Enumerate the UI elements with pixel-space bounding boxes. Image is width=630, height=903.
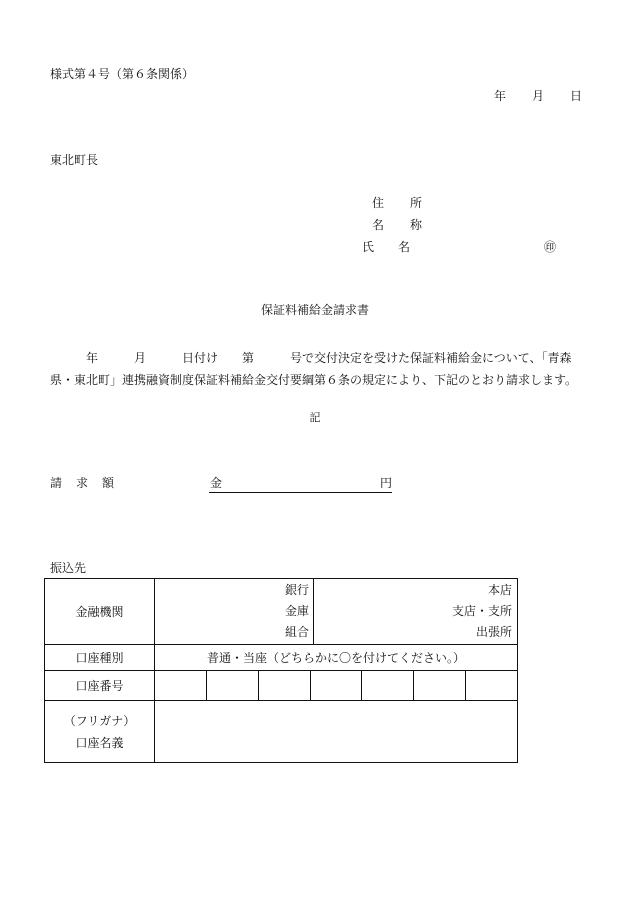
applicant-name-label: 氏名 — [362, 240, 410, 254]
institution-type-kumiai: 組合 — [285, 625, 310, 639]
seal-mark: ㊞ — [544, 240, 557, 254]
body-line-2: 県・東北町」連携融資制度保証料補給金交付要綱第６条の規定により、下記のとおり請求します。 — [50, 373, 578, 387]
claim-kin: 金 — [210, 476, 223, 490]
applicant-address-label: 住所 — [372, 196, 422, 210]
institution-label: 金融機関 — [45, 579, 155, 645]
claim-amount-field[interactable] — [209, 476, 392, 493]
claim-yen: 円 — [379, 476, 392, 490]
ki-notation: 記 — [309, 411, 321, 424]
account-number-label: 口座番号 — [45, 671, 155, 701]
form-number-label: 様式第４号（第６条関係） — [50, 67, 195, 81]
account-digit-cell[interactable] — [362, 671, 414, 701]
date-line — [494, 89, 582, 103]
addressee: 東北町長 — [50, 153, 99, 167]
account-digit-cell[interactable] — [311, 671, 362, 701]
account-type-label: 口座種別 — [45, 645, 155, 671]
institution-type-bank: 銀行 — [285, 583, 310, 597]
account-name-label-cell — [45, 701, 155, 763]
branch-type-head: 本店 — [488, 583, 513, 597]
institution-name-cell[interactable] — [155, 579, 314, 645]
document-title: 保証料補給金請求書 — [260, 303, 369, 317]
date-day: 日 — [570, 89, 583, 103]
account-type-options[interactable]: 普通・当座（どちらかに〇を付けてください。） — [155, 645, 518, 671]
branch-name-cell[interactable] — [314, 579, 518, 645]
transfer-destination-label: 振込先 — [50, 561, 87, 575]
institution-type-kinko: 金庫 — [285, 604, 310, 618]
applicant-company-label: 名称 — [372, 218, 422, 232]
body-line-1: 年 月 日付け 第 号で交付決定を受けた保証料補給金について、「青森 — [50, 351, 572, 365]
account-name-label: 口座名義 — [75, 735, 124, 750]
body-paragraph — [50, 347, 580, 391]
account-digit-cell[interactable] — [155, 671, 207, 701]
account-digit-cell[interactable] — [259, 671, 311, 701]
claim-amount-label: 請求額 — [50, 476, 114, 490]
account-digit-cell[interactable] — [207, 671, 259, 701]
furigana-label: （フリガナ） — [63, 713, 136, 728]
branch-type-office: 出張所 — [476, 625, 513, 639]
date-month: 月 — [532, 89, 545, 103]
account-name-field[interactable] — [155, 701, 518, 763]
date-year: 年 — [494, 89, 507, 103]
bank-transfer-table — [44, 578, 518, 763]
account-digit-cell[interactable] — [414, 671, 466, 701]
branch-type-branch: 支店・支所 — [452, 604, 513, 618]
account-digit-cell[interactable] — [466, 671, 518, 701]
